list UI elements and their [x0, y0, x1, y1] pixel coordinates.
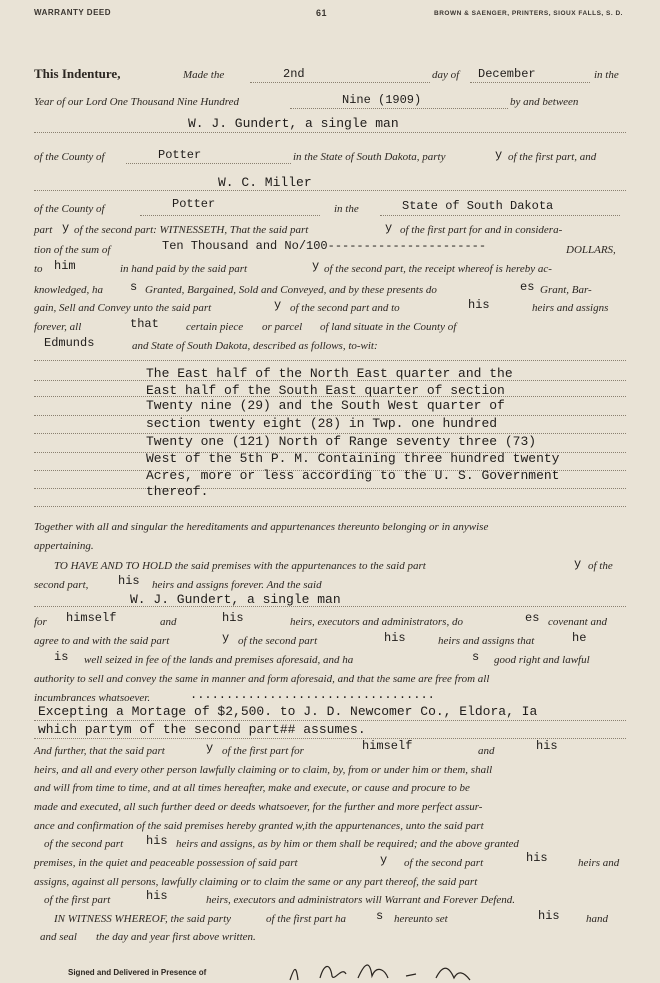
text-gain-sell: gain, Sell and Convey unto the said part	[34, 302, 212, 314]
field-his4: his	[384, 631, 406, 645]
text-county-of: of the County of	[34, 151, 105, 163]
text-made-the: Made the	[183, 69, 225, 81]
field-county-2: Potter	[172, 197, 216, 211]
header-printer: BROWN & SAENGER, PRINTERS, SIOUX FALLS, S. D.	[434, 10, 623, 17]
field-his2: his	[118, 574, 140, 588]
text-further-7a: premises, in the quiet and peaceable possession of said part	[34, 857, 298, 869]
blank-line	[34, 360, 626, 361]
field-party-y: y	[495, 148, 503, 162]
field-y4: y	[274, 298, 282, 312]
text-covenant: covenant and	[548, 616, 607, 628]
text-heirs-assigns: heirs and assigns	[532, 302, 609, 314]
text-first-for: of the first part for	[222, 745, 304, 757]
description-line: thereof.	[146, 484, 209, 499]
text-further-7b: of the second part	[404, 857, 484, 869]
description-line: Twenty nine (29) and the South West quarter of	[146, 398, 505, 413]
field-himself: himself	[66, 611, 117, 625]
field-county-3: Edmunds	[44, 336, 95, 350]
text-witnesseth: of the second part: WITNESSETH, That the said part	[74, 224, 309, 236]
text-to-have: TO HAVE AND TO HOLD the said premises with the appurtenances to the said part	[54, 560, 426, 572]
text-further-4: made and executed, all such further deed or deeds whatsoever, for the further and more perfect assur-	[34, 801, 483, 813]
text-good-right: good right and lawful	[494, 654, 590, 666]
field-his6: his	[146, 834, 168, 848]
text-further-9a: of the first part	[44, 894, 111, 906]
deed-title: This Indenture,	[34, 66, 121, 81]
field-he: he	[572, 631, 587, 645]
field-his8: his	[146, 889, 168, 903]
description-line: Acres, more or less according to the U. S. Government	[146, 468, 560, 483]
text-certain-piece: certain piece	[186, 321, 244, 333]
field-his5: his	[536, 739, 558, 753]
blank-line	[34, 190, 626, 191]
field-has: s	[130, 280, 138, 294]
text-and-to: of the second part and to	[290, 302, 400, 314]
description-line: Twenty one (121) North of Range seventy three (73)	[146, 434, 537, 449]
field-sum: Ten Thousand and No/100----------------------	[162, 239, 487, 253]
field-y7: y	[206, 741, 214, 755]
description-line: East half of the South East quarter of section	[146, 383, 505, 398]
blank-line	[34, 396, 626, 397]
text-or-parcel: or parcel	[262, 321, 303, 333]
text-and: and	[160, 616, 177, 628]
text-of-the: of the	[588, 560, 613, 572]
field-y6: y	[222, 631, 230, 645]
field-year: Nine (1909)	[342, 93, 422, 107]
text-granted: Granted, Bargained, Sold and Conveyed, and by these presents do	[145, 284, 437, 296]
blank-line	[380, 215, 620, 216]
field-y5: y	[574, 557, 582, 571]
text-authority: authority to sell and convey the same in manner and form aforesaid, and that the same are free from all	[34, 673, 490, 685]
field-that: that	[130, 317, 159, 331]
text-further-6b: heirs and assigns, as by him or them shall be required; and the above granted	[176, 838, 519, 850]
description-line: West of the 5th P. M. Containing three hundred twenty	[146, 451, 560, 466]
text-signed-delivered: Signed and Delivered in Presence of	[68, 968, 207, 977]
text-day-of: day of	[432, 69, 460, 81]
text-dollars: DOLLARS,	[566, 244, 616, 256]
field-month: December	[478, 67, 536, 81]
text-further-6a: of the second part	[44, 838, 124, 850]
text-and-seal: and seal	[40, 931, 77, 943]
blank-line	[290, 108, 508, 109]
text-in-the: in the	[594, 69, 619, 81]
text-further-3: and will from time to time, and at all times hereafter, make and execute, or cause and procure to be	[34, 782, 470, 794]
text-witness: IN WITNESS WHEREOF, the said party	[54, 913, 232, 925]
description-line: section twenty eight (28) in Twp. one hundred	[146, 416, 498, 431]
text-further-9b: heirs, executors and administrators will Warrant and Forever Defend.	[206, 894, 515, 906]
field-to: him	[54, 259, 76, 273]
text-year-prefix: Year of our Lord One Thousand Nine Hundred	[34, 96, 240, 108]
field-incumbrance-dots: ..................................	[190, 688, 435, 702]
field-has2: s	[472, 650, 480, 664]
signature-scrawl	[286, 956, 546, 983]
field-y8: y	[380, 853, 388, 867]
text-incumbrances: incumbrances whatsoever.	[34, 692, 151, 704]
field-exception-2: which partym of the second part## assumes.	[38, 722, 366, 737]
field-his1: his	[468, 298, 490, 312]
text-part: part	[34, 224, 53, 236]
blank-line	[140, 215, 320, 216]
text-further-2: heirs, and all and every other person lawfully claiming or to claim, by, from or under him or them, shall	[34, 764, 493, 776]
field-has3: s	[376, 909, 384, 923]
text-hereunto: hereunto set	[394, 913, 448, 925]
field-exception-1: Excepting a Mortage of $2,500. to J. D. Newcomer Co., Eldora, Ia	[38, 704, 538, 719]
text-well-seized: well seized in fee of the lands and premises aforesaid, and ha	[84, 654, 354, 666]
text-further-8: assigns, against all persons, lawfully claiming or to claim the same or any part thereof, the said part	[34, 876, 478, 888]
text-knowledged: knowledged, ha	[34, 284, 104, 296]
text-heirs-exec: heirs, executors and administrators, do	[290, 616, 463, 628]
text-second-part: second part,	[34, 579, 89, 591]
blank-line	[34, 132, 626, 133]
text-consideration: of the first part for and in considera-	[400, 224, 563, 236]
text-in-the-2: in the	[334, 203, 359, 215]
field-y1: y	[62, 221, 70, 235]
text-state-sd: in the State of South Dakota, party	[293, 151, 446, 163]
field-is: is	[54, 650, 69, 664]
field-his7: his	[526, 851, 548, 865]
text-land-situate: of land situate in the County of	[320, 321, 457, 333]
text-hand-paid: in hand paid by the said part	[120, 263, 248, 275]
text-agree: agree to and with the said part	[34, 635, 170, 647]
blank-line	[34, 380, 626, 381]
field-himself2: himself	[362, 739, 413, 753]
text-by-between: by and between	[510, 96, 579, 108]
text-further: And further, that the said part	[34, 745, 165, 757]
text-grant-bar: Grant, Bar-	[540, 284, 592, 296]
blank-line	[34, 506, 626, 507]
field-does2: es	[525, 611, 540, 625]
field-grantor-2: W. J. Gundert, a single man	[130, 592, 341, 607]
blank-line	[470, 82, 590, 83]
text-county-of-2: of the County of	[34, 203, 105, 215]
text-and2: and	[478, 745, 495, 757]
field-his3: his	[222, 611, 244, 625]
text-further-5: ance and confirmation of the said premises hereby granted w,ith the appurtenances, unto the said part	[34, 820, 484, 832]
field-day: 2nd	[283, 67, 305, 81]
text-forever-all: forever, all	[34, 321, 82, 333]
text-hand: hand	[586, 913, 608, 925]
blank-line	[126, 163, 291, 164]
field-y2: y	[385, 221, 393, 235]
field-grantor: W. J. Gundert, a single man	[188, 116, 399, 131]
field-his9: his	[538, 909, 560, 923]
text-together: Together with all and singular the hereditaments and appurtenances thereunto belonging or in anywise	[34, 521, 489, 533]
field-county: Potter	[158, 148, 202, 162]
blank-line	[34, 720, 626, 721]
field-y3: y	[312, 259, 320, 273]
text-first-part: of the first part, and	[508, 151, 597, 163]
text-described: and State of South Dakota, described as follows, to-wit:	[132, 340, 378, 352]
text-for: for	[34, 616, 47, 628]
field-does: es	[520, 280, 535, 294]
header-page-number: 61	[316, 8, 328, 18]
text-appertaining: appertaining.	[34, 540, 94, 552]
text-witness-b: of the first part ha	[266, 913, 347, 925]
text-further-7c: heirs and	[578, 857, 620, 869]
blank-line	[34, 488, 626, 489]
text-heirs-forever: heirs and assigns forever. And the said	[152, 579, 322, 591]
text-day-year: the day and year first above written.	[96, 931, 256, 943]
text-sum-of: tion of the sum of	[34, 244, 111, 256]
text-to: to	[34, 263, 43, 275]
text-of-second: of the second part	[238, 635, 318, 647]
description-line: The East half of the North East quarter and the	[146, 366, 513, 381]
header-form-title: WARRANTY DEED	[34, 8, 112, 17]
text-receipt: of the second part, the receipt whereof is hereby ac-	[324, 263, 552, 275]
field-grantee: W. C. Miller	[218, 175, 312, 190]
text-assigns-that: heirs and assigns that	[438, 635, 535, 647]
field-state: State of South Dakota	[402, 199, 554, 213]
blank-line	[250, 82, 430, 83]
